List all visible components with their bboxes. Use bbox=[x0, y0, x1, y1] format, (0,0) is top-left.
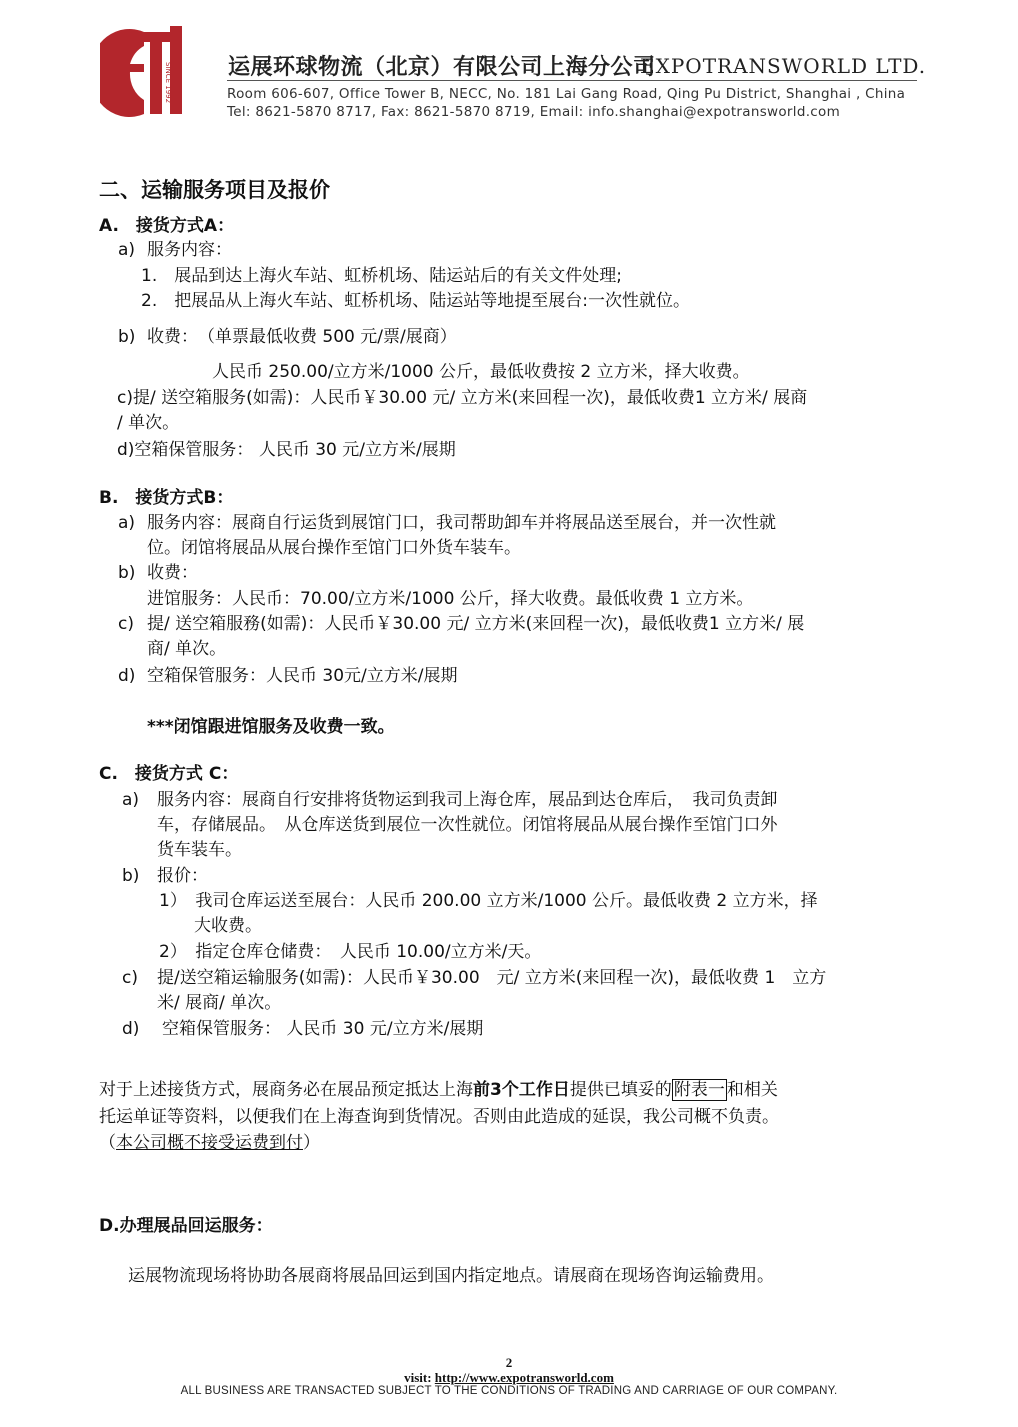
notice-pre: 对于上述接货方式，展商务必在展品预定抵达上海 bbox=[99, 1080, 473, 1100]
c-b-text: 报价： bbox=[157, 866, 208, 886]
c-a-line3: 货车装车。 bbox=[157, 840, 242, 860]
c-a-label: a) bbox=[122, 790, 140, 810]
notice-deadline: 前3个工作日 bbox=[473, 1080, 570, 1100]
section-d-text: 运展物流现场将协助各展商将展品回运到国内指定地点。请展商在现场咨询运输费用。 bbox=[128, 1266, 774, 1286]
no-collect-freight-note: 本公司概不接受运费到付 bbox=[116, 1133, 303, 1153]
visit-label: visit: bbox=[404, 1370, 435, 1385]
c-b-label: b) bbox=[122, 866, 140, 886]
c-d-text: 空箱保管服务： 人民币 30 元/立方米/展期 bbox=[162, 1019, 484, 1039]
section-c-heading: C. 接货方式 C： bbox=[99, 764, 239, 784]
a-d-line: d)空箱保管服务： 人民币 30 元/立方米/展期 bbox=[117, 440, 456, 460]
b-a-line1: 服务内容：展商自行运货到展馆门口，我司帮助卸车并将展品送至展台，并一次性就 bbox=[147, 513, 776, 533]
footer-visit bbox=[0, 1370, 1018, 1386]
a-c-line2: / 单次。 bbox=[117, 413, 180, 433]
c-c-label: c) bbox=[122, 968, 138, 988]
section-title: 二、运输服务项目及报价 bbox=[99, 178, 330, 202]
c-item-2: 2） 指定仓库仓储费： 人民币 10.00/立方米/天。 bbox=[159, 942, 542, 962]
company-logo bbox=[100, 22, 192, 124]
company-address: Room 606-607, Office Tower B, NECC, No. 181 Lai Gang Road, Qing Pu District, Shanghai , China bbox=[227, 86, 906, 102]
attachment-one-box: 附表一 bbox=[673, 1080, 725, 1100]
a-a-text: 服务内容： bbox=[147, 240, 232, 260]
c-c-line1: 提/送空箱运输服务(如需)：人民币￥30.00 元/ 立方米(来回程一次)，最低收费 1 立方 bbox=[157, 968, 827, 988]
c-c-line2: 米/ 展商/ 单次。 bbox=[157, 993, 282, 1013]
c-a-line2: 车，存储展品。 从仓库送货到展位一次性就位。闭馆将展品从展台操作至馆门口外 bbox=[157, 815, 778, 835]
c-d-label: d) bbox=[122, 1019, 140, 1039]
notice-line-1 bbox=[99, 1078, 778, 1102]
a-c-line1: c)提/ 送空箱服务(如需)：人民币￥30.00 元/ 立方米(来回程一次)，最低收费1 立方米/ 展商 bbox=[117, 388, 808, 408]
company-name-en: EXPOTRANSWORLD LTD. bbox=[640, 54, 927, 78]
logo-since: SINCE 1992 bbox=[164, 62, 172, 104]
b-b-label: b) bbox=[118, 563, 136, 583]
c-a-line1: 服务内容：展商自行安排将货物运到我司上海仓库，展品到达仓库后， 我司负责卸 bbox=[157, 790, 778, 810]
b-c-line1: 提/ 送空箱服務(如需)：人民币￥30.00 元/ 立方米(来回程一次)，最低收费1 立方米/ 展 bbox=[147, 614, 805, 634]
section-d-heading: D.办理展品回运服务： bbox=[99, 1216, 273, 1236]
b-note: ***闭馆跟进馆服务及收费一致。 bbox=[147, 717, 395, 737]
section-b-heading: B. 接货方式B： bbox=[99, 488, 234, 508]
a-item-1: 1. 展品到达上海火车站、虹桥机场、陆运站后的有关文件处理; bbox=[141, 266, 622, 286]
a-b-text: 收费： （单票最低收费 500 元/票/展商） bbox=[147, 327, 457, 347]
b-a-label: a) bbox=[118, 513, 136, 533]
notice-line-3 bbox=[99, 1131, 320, 1155]
section-a-heading: A. 接货方式A： bbox=[99, 216, 235, 236]
b-c-label: c) bbox=[118, 614, 134, 634]
notice-mid: 提供已填妥的 bbox=[569, 1080, 672, 1100]
notice-paren-open: （ bbox=[99, 1133, 116, 1153]
company-name-cn: 运展环球物流（北京）有限公司上海分公司 bbox=[228, 55, 656, 80]
logo-t-stem bbox=[150, 32, 162, 114]
b-b-rate: 进馆服务：人民币：70.00/立方米/1000 公斤，择大收费。最低收费 1 立方米。 bbox=[147, 589, 754, 609]
a-b-rate: 人民币 250.00/立方米/1000 公斤，最低收费按 2 立方米，择大收费。 bbox=[212, 362, 750, 382]
b-b-text: 收费： bbox=[147, 563, 198, 583]
footer-terms: ALL BUSINESS ARE TRANSACTED SUBJECT TO THE CONDITIONS OF TRADING AND CARRIAGE OF OUR COMPANY. bbox=[180, 1385, 838, 1397]
header-rule bbox=[227, 80, 917, 81]
page-number: 2 bbox=[505, 1355, 513, 1370]
a-a-label: a) bbox=[118, 240, 136, 260]
a-item-2: 2. 把展品从上海火车站、虹桥机场、陆运站等地提至展台:一次性就位。 bbox=[141, 291, 690, 311]
c-item-1-line1: 1） 我司仓库运送至展台：人民币 200.00 立方米/1000 公斤。最低收费 2 立方米，择 bbox=[159, 891, 818, 911]
b-d-text: 空箱保管服务：人民币 30元/立方米/展期 bbox=[147, 666, 458, 686]
b-d-label: d) bbox=[118, 666, 136, 686]
b-c-line2: 商/ 单次。 bbox=[147, 639, 227, 659]
website-link[interactable]: http://www.expotransworld.com bbox=[434, 1370, 614, 1385]
notice-post: 和相关 bbox=[726, 1080, 778, 1100]
notice-line-2: 托运单证等资料，以便我们在上海查询到货情况。否则由此造成的延误，我公司概不负责。 bbox=[99, 1107, 779, 1127]
company-contact: Tel: 8621-5870 8717, Fax: 8621-5870 8719, Email: info.shanghai@expotransworld.com bbox=[227, 104, 841, 120]
logo-e-shape bbox=[100, 29, 144, 117]
a-b-label: b) bbox=[118, 327, 136, 347]
c-item-1-line2: 大收费。 bbox=[194, 916, 262, 936]
notice-paren-close: ） bbox=[303, 1133, 320, 1153]
b-a-line2: 位。闭馆将展品从展台操作至馆门口外货车装车。 bbox=[147, 538, 521, 558]
